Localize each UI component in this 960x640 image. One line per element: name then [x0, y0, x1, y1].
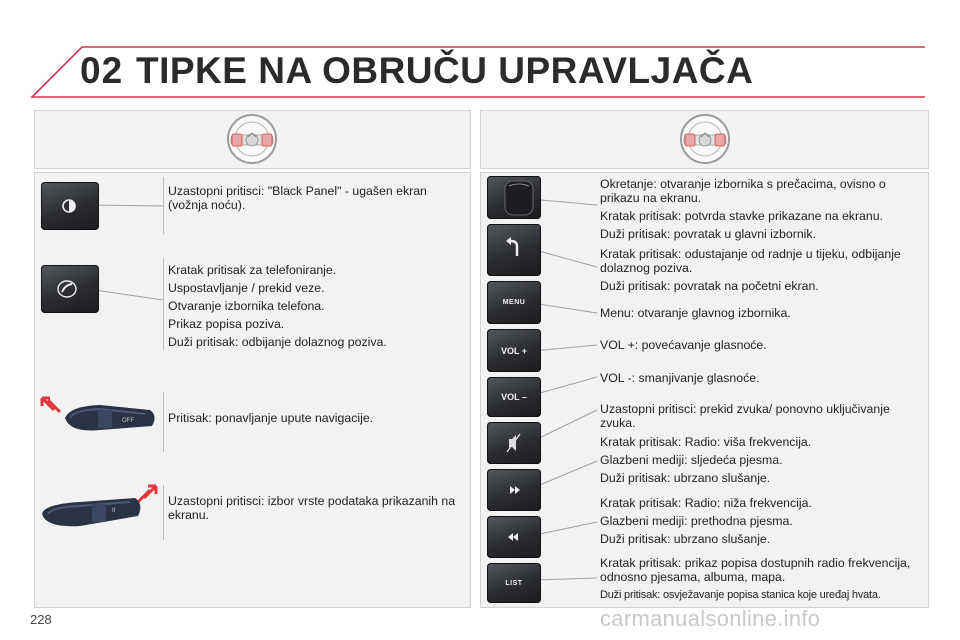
stalk-upper-icon: [40, 388, 160, 448]
left-item-4-text: [168, 494, 458, 526]
text-line: Pritisak: ponavljanje upute navigacije.: [168, 411, 374, 425]
text-line: Prikaz popisa poziva.: [168, 317, 285, 331]
text-line: Uzastopni pritisci: "Black Panel" - ugašen ekran (vožnja noću).: [168, 184, 427, 212]
text-line: Kratak pritisak: Radio: viša frekvencija.: [600, 435, 812, 449]
fast-forward-icon: [487, 469, 541, 511]
text-line: Uzastopni pritisci: izbor vrste podataka prikazanih na ekranu.: [168, 494, 456, 522]
text-line: Menu: otvaranje glavnog izbornika.: [600, 306, 791, 320]
steering-wheel-right-icon: [678, 112, 732, 166]
night-mode-button[interactable]: [41, 182, 99, 230]
thumbwheel-button[interactable]: [487, 176, 541, 219]
right-item-2-text: [600, 247, 920, 297]
svg-text:II: II: [112, 508, 116, 514]
rewind-button[interactable]: [487, 516, 541, 558]
text-line: Uspostavljanje / prekid veze.: [168, 281, 325, 295]
text-line: Kratak pritisak za telefoniranje.: [168, 263, 337, 277]
menu-button-label: MENU: [502, 299, 526, 306]
right-item-7-text: [600, 435, 920, 489]
mute-icon: [487, 422, 541, 464]
thumbwheel-icon: [487, 176, 541, 219]
left-divider-4: [163, 485, 164, 540]
right-item-1-text: [600, 177, 920, 245]
right-item-3-text: [600, 306, 920, 324]
stalk-lower-icon: [40, 482, 160, 542]
text-line: Duži pritisak: ubrzano slušanje.: [600, 532, 771, 546]
right-item-8-text: [600, 496, 920, 550]
back-button[interactable]: [487, 224, 541, 276]
vol-minus-button[interactable]: [487, 377, 541, 417]
text-line: Kratak pritisak: prikaz popisa dostupnih radio frekvencija, odnosno pjesama, albuma, mapa.: [600, 556, 911, 584]
phone-icon: [41, 265, 99, 313]
text-line: Otvaranje izbornika telefona.: [168, 299, 325, 313]
right-item-4-text: [600, 338, 920, 356]
text-line: Glazbeni mediji: sljedeća pjesma.: [600, 453, 783, 467]
chapter-number: 02: [80, 50, 124, 91]
mute-button[interactable]: [487, 422, 541, 464]
left-item-2-text: [168, 263, 458, 353]
menu-button[interactable]: [487, 281, 541, 324]
text-line: Kratak pritisak: Radio: niža frekvencija.: [600, 496, 812, 510]
text-line: Duži pritisak: osvježavanje popisa stanica koje uređaj hvata.: [600, 589, 881, 601]
back-icon: [487, 224, 541, 276]
page-title: TIPKE NA OBRUČU UPRAVLJAČA: [136, 50, 754, 91]
list-button[interactable]: [487, 563, 541, 603]
left-divider-3: [163, 392, 164, 452]
text-line: Duži pritisak: odbijanje dolaznog poziva.: [168, 335, 387, 349]
list-button-label: LIST: [505, 579, 523, 587]
right-item-6-text: [600, 402, 920, 434]
vol-minus-label: VOL –: [501, 392, 527, 402]
vol-plus-button[interactable]: [487, 329, 541, 372]
right-wheel-box: [480, 110, 929, 169]
right-item-9-text: [600, 556, 922, 606]
left-divider-1: [163, 177, 164, 234]
left-item-3-text: [168, 411, 458, 429]
rewind-icon: [487, 516, 541, 558]
vol-plus-label: VOL +: [500, 345, 528, 356]
text-line: Uzastopni pritisci: prekid zvuka/ ponovno uključivanje zvuka.: [600, 402, 890, 430]
right-item-5-text: [600, 371, 920, 389]
phone-button[interactable]: [41, 265, 99, 313]
text-line: VOL +: povećavanje glasnoće.: [600, 338, 767, 352]
text-line: Kratak pritisak: odustajanje od radnje u tijeku, odbijanje dolaznog poziva.: [600, 247, 901, 275]
watermark: carmanualsonline.info: [600, 606, 821, 631]
text-line: Duži pritisak: ubrzano slušanje.: [600, 471, 771, 485]
left-wheel-box: [34, 110, 471, 169]
page-number: 228: [30, 612, 52, 627]
text-line: Duži pritisak: povratak na početni ekran.: [600, 279, 819, 293]
text-line: Duži pritisak: povratak u glavni izbornik.: [600, 227, 816, 241]
left-item-1-text: [168, 184, 458, 216]
fast-forward-button[interactable]: [487, 469, 541, 511]
left-divider-2: [163, 258, 164, 350]
text-line: VOL -: smanjivanje glasnoće.: [600, 371, 760, 385]
night-mode-icon: [41, 182, 99, 230]
text-line: Glazbeni mediji: prethodna pjesma.: [600, 514, 793, 528]
svg-text:OFF: OFF: [122, 418, 134, 424]
steering-wheel-left-icon: [225, 112, 279, 166]
text-line: Kratak pritisak: potvrda stavke prikazane na ekranu.: [600, 209, 883, 223]
text-line: Okretanje: otvaranje izbornika s prečacima, ovisno o prikazu na ekranu.: [600, 177, 886, 205]
